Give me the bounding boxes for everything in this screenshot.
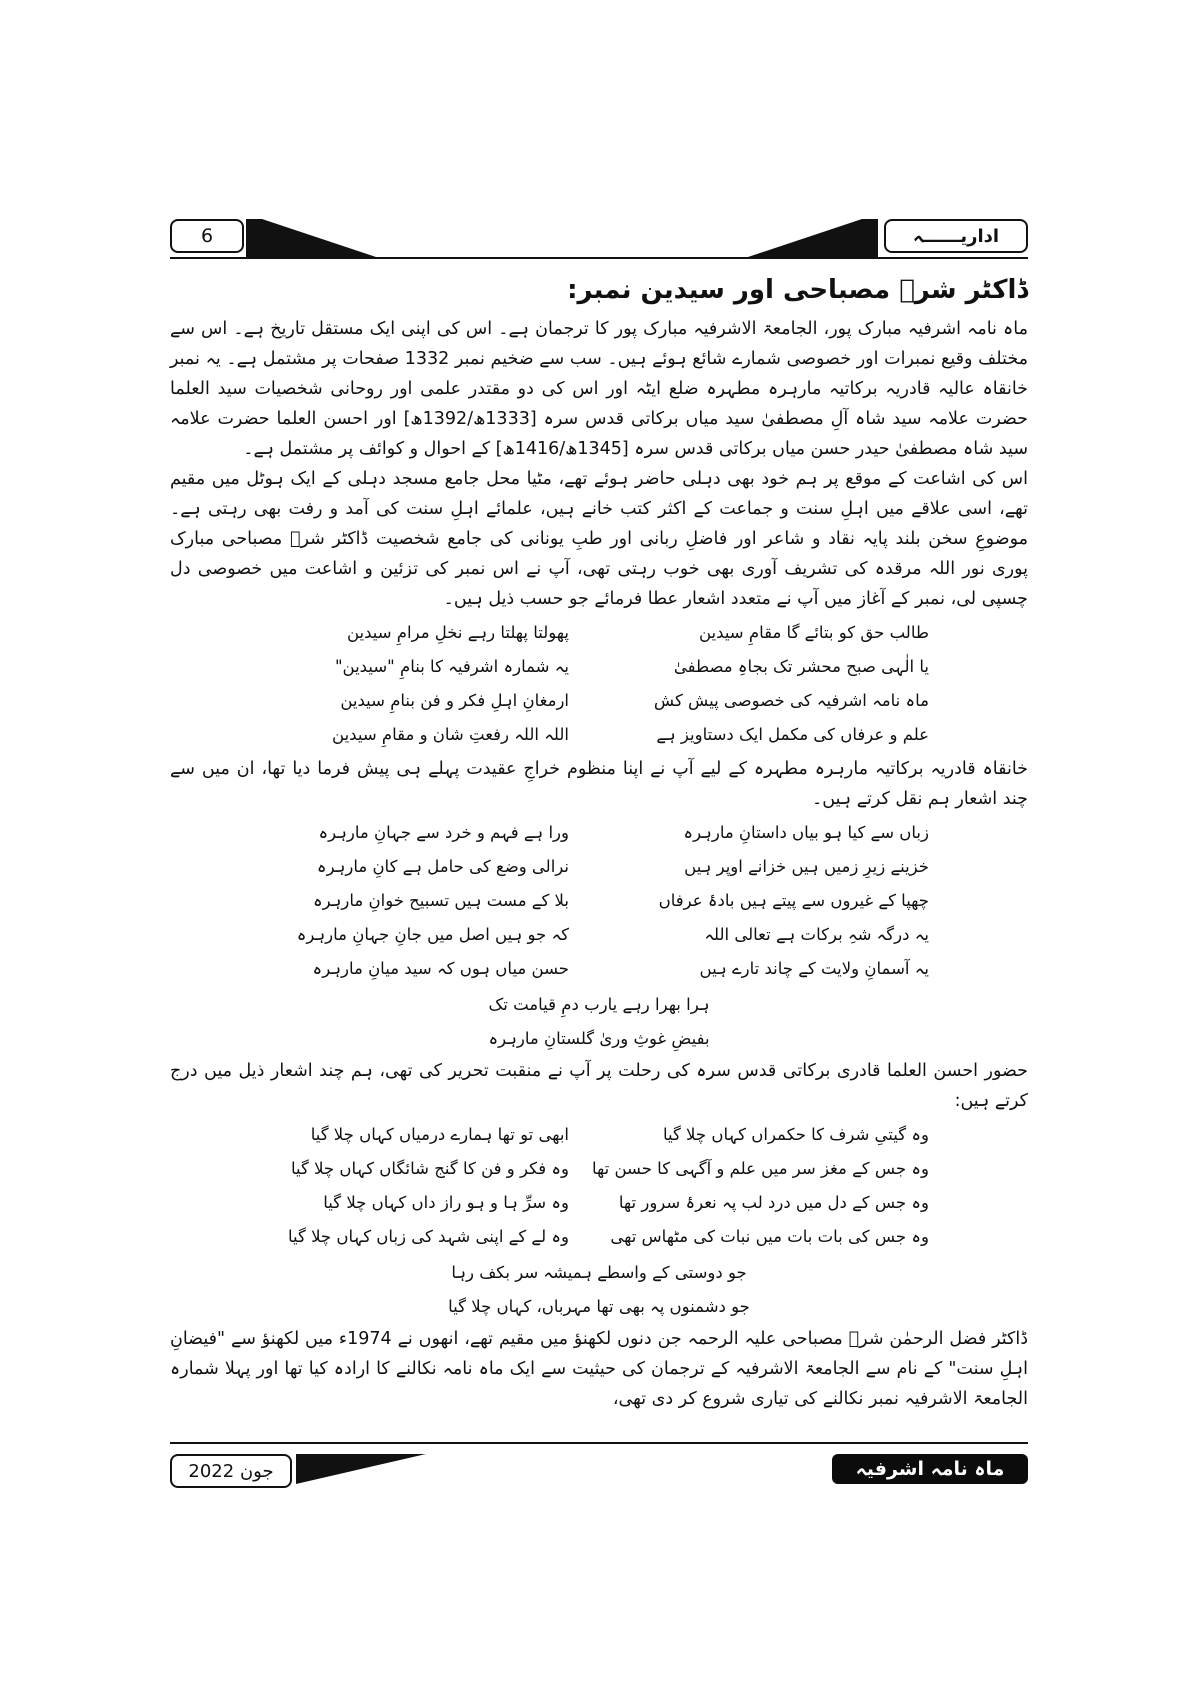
verse-line: بلا کے مست ہیں تسبیح خوانِ مارہرہ bbox=[312, 891, 569, 910]
verse-line: ورا ہے فہم و خرد سے جہانِ مارہرہ bbox=[318, 823, 569, 842]
page-footer bbox=[170, 1442, 1028, 1486]
verse-line: ابھی تو تھا ہمارے درمیاں کہاں چلا گیا bbox=[310, 1125, 569, 1144]
verse-line: ماہ نامہ اشرفیہ کی خصوصی پیش کش bbox=[653, 691, 929, 710]
verse-line: اللہ اللہ رفعتِ شان و مقامِ سیدین bbox=[332, 725, 569, 744]
verse-block-3 bbox=[170, 1118, 1028, 1254]
article-body bbox=[170, 270, 1028, 1414]
verse-block-1 bbox=[170, 616, 1028, 752]
paragraph-4: حضور احسن العلما قادری برکاتی قدس سرہ کی رحلت پر آپ نے منقبت تحریر کی تھی، ہم چند اشعار ذیل میں درج کرتے ہیں: bbox=[170, 1061, 1028, 1111]
page-number: 6 bbox=[170, 219, 244, 253]
verse-line: وہ جس کے دل میں درد لب پہ نعرۂ سرور تھا bbox=[618, 1193, 929, 1212]
verse-line: یہ آسمانِ ولایت کے چاند تارے ہیں bbox=[699, 959, 929, 978]
verse-line: حسن میاں ہوں کہ سید میانِ مارہرہ bbox=[312, 959, 569, 978]
issue-date: جون 2022 bbox=[170, 1454, 292, 1488]
footer-rule bbox=[170, 1442, 1028, 1444]
verse-line: وہ سرِّ ہا و ہو راز داں کہاں چلا گیا bbox=[323, 1193, 569, 1212]
section-label: اداریــــــہ bbox=[884, 219, 1028, 253]
couplet-line: جو دوستی کے واسطے ہمیشہ سر بکف رہا bbox=[451, 1263, 747, 1282]
couplet-line: بفیضِ غوثِ وریٰ گلستانِ مارہرہ bbox=[488, 1029, 710, 1048]
verse-line: طالب حق کو بتائے گا مقامِ سیدین bbox=[699, 623, 929, 642]
verse-line: پھولتا پھلتا رہے نخلِ مرامِ سیدین bbox=[346, 623, 569, 642]
paragraph-1: ماہ نامہ اشرفیہ مبارک پور، الجامعۃ الاشرفیہ مبارک پور کا ترجمان ہے۔ اس کی اپنی ایک مستقل تاریخ ہے۔ اس سے مختلف وقیع نمبرات اور خصوصی شمارے شائع ہوئے ہیں۔ سب سے ضخیم نمبر 1332 صفحات پر مشتمل ہے۔ یہ نمبر خانقاہ عالیہ قادریہ برکاتیہ مارہرہ مطہرہ ضلع ایٹہ اور اس کی دو مقتدر علمی اور روحانی شخصیات سید العلما حضرت علامہ سید شاہ آلِ مصطفیٰ سید میاں برکاتی قدس سرہ [1333ھ/1392ھ] اور احسن العلما حضرت علامہ سید شاہ مصطفیٰ حیدر حسن میاں برکاتی قدس سرہ [1345ھ/1416ھ] کے احوال و کوائف پر مشتمل ہے۔ bbox=[170, 319, 1028, 459]
verse-line: خزینے زیرِ زمیں ہیں خزانے اوپر ہیں bbox=[684, 857, 929, 876]
verse-line: زباں سے کیا ہو بیاں داستانِ مارہرہ bbox=[683, 823, 929, 842]
verse-line: وہ گیتیِ شرف کا حکمراں کہاں چلا گیا bbox=[662, 1125, 929, 1144]
verse-block-2 bbox=[170, 816, 1028, 986]
article-title: ڈاکٹر شرؔ مصباحی اور سیدین نمبر: bbox=[567, 275, 1028, 305]
couplet-line: ہرا بھرا رہے یارب دمِ قیامت تک bbox=[488, 995, 710, 1014]
verse-line: یہ درگہ شہِ برکات ہے تعالی اللہ bbox=[704, 925, 929, 944]
verse-line: وہ جس کے مغز سر میں علم و آگہی کا حسن تھا bbox=[591, 1159, 929, 1178]
verse-line: یہ شمارہ اشرفیہ کا بنامِ "سیدین" bbox=[334, 657, 569, 676]
couplet-line: جو دشمنوں پہ بھی تھا مہرباں، کہاں چلا گیا bbox=[448, 1297, 750, 1316]
verse-line: کہ جو ہیں اصل میں جانِ جہانِ مارہرہ bbox=[296, 925, 569, 944]
page-header bbox=[170, 219, 1028, 263]
verse-line: وہ لے کے اپنی شہد کی زباں کہاں چلا گیا bbox=[287, 1227, 569, 1246]
footer-wedge bbox=[296, 1454, 426, 1486]
header-right-wedge bbox=[748, 219, 878, 259]
paragraph-3: خانقاہ قادریہ برکاتیہ مارہرہ مطہرہ کے لیے آپ نے اپنا منظوم خراجِ عقیدت پہلے ہی پیش فرما دیا تھا، ان میں سے چند اشعار ہم نقل کرتے ہیں۔ bbox=[170, 759, 1028, 809]
verse-line: چھپا کے غیروں سے پیتے ہیں بادۂ عرفاں bbox=[658, 891, 929, 910]
magazine-title: ماہ نامہ اشرفیہ bbox=[832, 1454, 1028, 1484]
verse-line: ارمغانِ اہلِ فکر و فن بنامِ سیدین bbox=[340, 691, 569, 710]
verse-line: وہ جس کی بات بات میں نبات کی مٹھاس تھی bbox=[610, 1227, 929, 1246]
header-left-wedge bbox=[246, 219, 376, 259]
paragraph-5: ڈاکٹر فضل الرحمٰن شرؔ مصباحی علیہ الرحمہ جن دنوں لکھنؤ میں مقیم تھے، انھوں نے 1974ء میں لکھنؤ سے "فیضانِ اہلِ سنت" کے نام سے الجامعۃ الاشرفیہ کے ترجمان کی حیثیت سے ایک ماہ نامہ نکالنے کا ارادہ کیا تھا اور پہلا شمارہ الجامعۃ الاشرفیہ نمبر نکالنے کی تیاری شروع کر دی تھی، bbox=[170, 1329, 1029, 1409]
verse-line: وہ فکر و فن کا گنج شائگاں کہاں چلا گیا bbox=[290, 1159, 569, 1178]
verse-line: علم و عرفاں کی مکمل ایک دستاویز ہے bbox=[656, 725, 929, 744]
verse-line: نرالی وضع کی حامل ہے کانِ مارہرہ bbox=[316, 857, 569, 876]
verse-line: یا الٰہی صبح محشر تک بجاہِ مصطفیٰ bbox=[673, 657, 929, 676]
paragraph-2: اس کی اشاعت کے موقع پر ہم خود بھی دہلی حاضر ہوئے تھے، مٹیا محل جامع مسجد دہلی کے ایک ہوٹل میں مقیم تھے، اسی علاقے میں اہلِ سنت و جماعت کے اکثر کتب خانے ہیں، علمائے اہلِ سنت کی آمد و رفت بھی رہتی ہے۔ موضوعِ سخن بلند پایہ نقاد و شاعر اور فاضلِ ربانی اور طبِ یونانی کی جامع شخصیت ڈاکٹر شرؔ مصباحی مبارک پوری نور اللہ مرقدہ کی تشریف آوری بھی خوب رہتی تھی، آپ نے اس نمبر کی تزئین و اشاعت میں خصوصی دل چسپی لی، نمبر کے آغاز میں آپ نے متعدد اشعار عطا فرمائے جو حسب ذیل ہیں۔ bbox=[170, 469, 1028, 609]
